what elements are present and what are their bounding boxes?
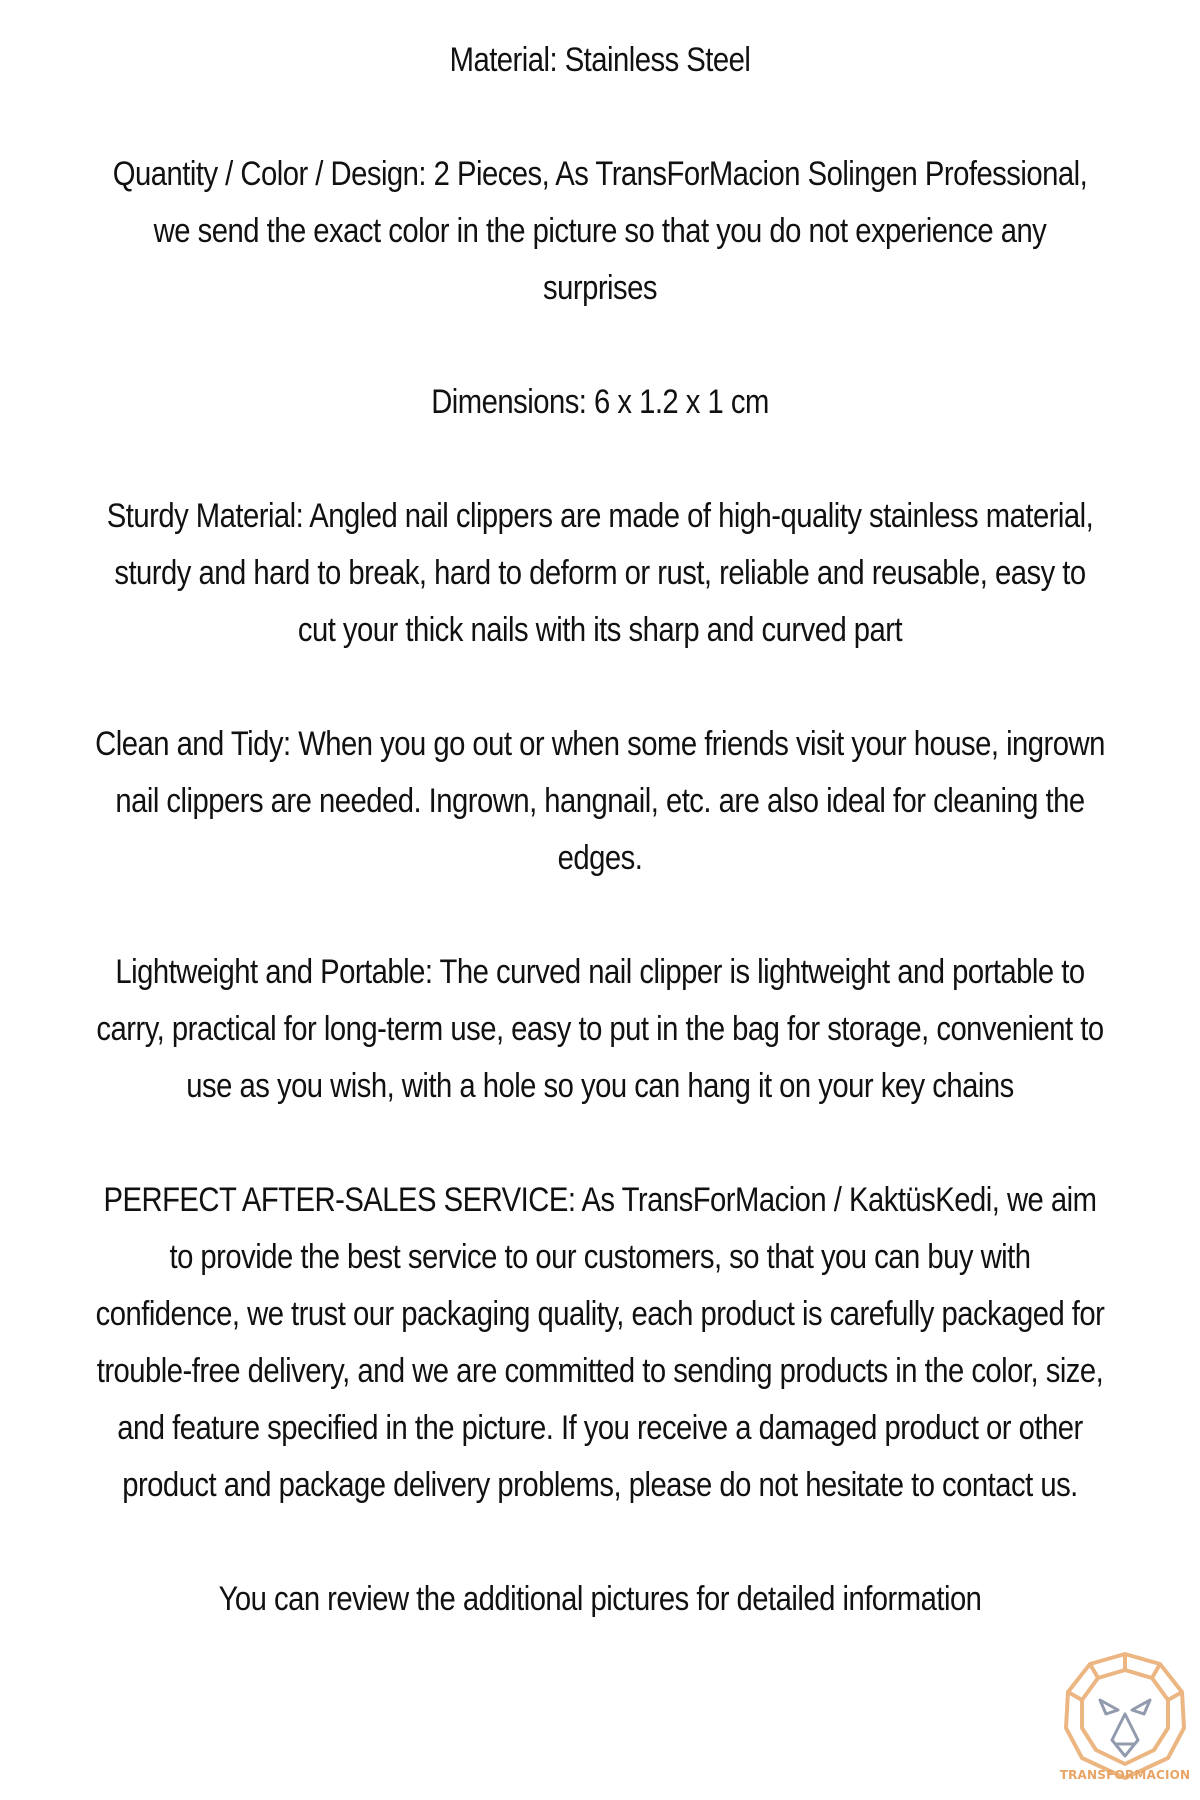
paragraph-material: Material: Stainless Steel — [449, 41, 751, 79]
paragraph-sturdy-material: Sturdy Material: Angled nail clippers are made of high-quality stainless material, sturdy and hard to break, hard to deform or rust, reliable and reusable, easy to cut your thick nails with its sharp and curved part — [106, 497, 1094, 649]
paragraph-quantity: Quantity / Color / Design: 2 Pieces, As TransForMacion Solingen Professional, we send the exact color in the picture so that you do not experience any surprises — [112, 155, 1088, 307]
product-description — [0, 32, 1200, 1628]
paragraph-after-sales: PERFECT AFTER-SALES SERVICE: As TransForMacion / KaktüsKedi, we aim to provide the best service to our customers, so that you can buy with confidence, we trust our packaging quality, each product is carefully packaged for trouble-free delivery, and we are committed to sending products in the color, size, and feature specified in the picture. If you receive a damaged product or other product and package delivery problems, please do not hesitate to contact us. — [95, 1181, 1105, 1504]
paragraph-lightweight: Lightweight and Portable: The curved nail clipper is lightweight and portable to carry, practical for long-term use, easy to put in the bag for storage, convenient to use as you wish, with a hole so you can hang it on your key chains — [96, 953, 1104, 1105]
brand-logo-text: TRANSFORMACION — [1059, 1768, 1191, 1782]
paragraph-review: You can review the additional pictures for detailed information — [218, 1580, 982, 1618]
paragraph-dimensions: Dimensions: 6 x 1.2 x 1 cm — [431, 383, 769, 421]
paragraph-clean-tidy: Clean and Tidy: When you go out or when some friends visit your house, ingrown nail clippers are needed. Ingrown, hangnail, etc. are also ideal for cleaning the edges. — [95, 725, 1105, 877]
